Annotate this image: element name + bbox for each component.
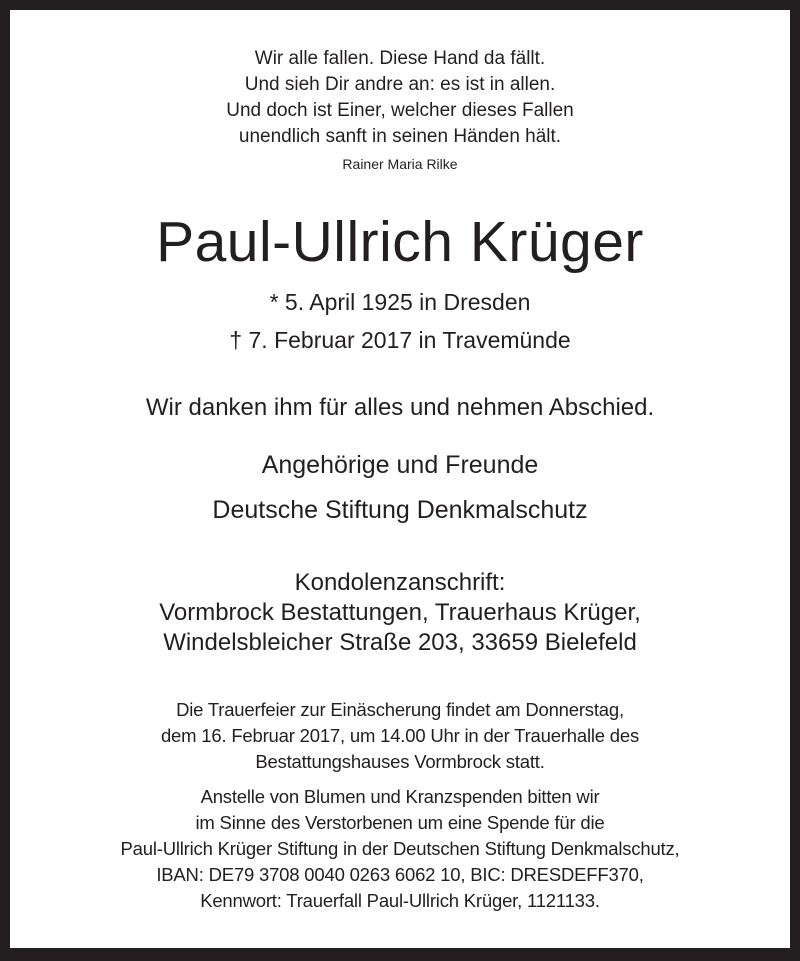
quote-line: unendlich sanft in seinen Händen hält. (238, 126, 562, 147)
donation-line: Kennwort: Trauerfall Paul-Ullrich Krüger, 1121133. (200, 890, 600, 911)
ceremony-line: Die Trauerfeier zur Einäscherung findet am Donnerstag, (176, 699, 624, 720)
deceased-name: Paul-Ullrich Krüger (156, 210, 644, 274)
mourner-line: Angehörige und Freunde (261, 451, 539, 479)
condolence-line: Vormbrock Bestattungen, Trauerhaus Krüger, (159, 599, 641, 626)
quote-line: Wir alle fallen. Diese Hand da fällt. (254, 48, 546, 69)
mourner-line: Deutsche Stiftung Denkmalschutz (212, 496, 588, 524)
death-date: † 7. Februar 2017 in Travemünde (229, 327, 571, 353)
birth-date: * 5. April 1925 in Dresden (269, 289, 531, 315)
ceremony-line: dem 16. Februar 2017, um 14.00 Uhr in der Trauerhalle des (160, 725, 640, 746)
donation-line: im Sinne des Verstorbenen um eine Spende für die (195, 812, 605, 833)
donation-line: Anstelle von Blumen und Kranzspenden bitten wir (200, 786, 600, 807)
quote-author: Rainer Maria Rilke (342, 156, 458, 172)
ceremony-line: Bestattungshauses Vormbrock statt. (255, 751, 545, 772)
condolence-line: Windelsbleicher Straße 203, 33659 Bielefeld (163, 629, 637, 656)
donation-line: IBAN: DE79 3708 0040 0263 6062 10, BIC: DRESDEFF370, (156, 864, 644, 885)
quote-line: Und doch ist Einer, welcher dieses Fallen (226, 100, 574, 121)
donation-line: Paul-Ullrich Krüger Stiftung in der Deutschen Stiftung Denkmalschutz, (120, 838, 680, 859)
quote-line: Und sieh Dir andre an: es ist in allen. (244, 74, 556, 95)
farewell-text: Wir danken ihm für alles und nehmen Abschied. (145, 394, 655, 421)
condolence-line: Kondolenzanschrift: (294, 569, 506, 596)
